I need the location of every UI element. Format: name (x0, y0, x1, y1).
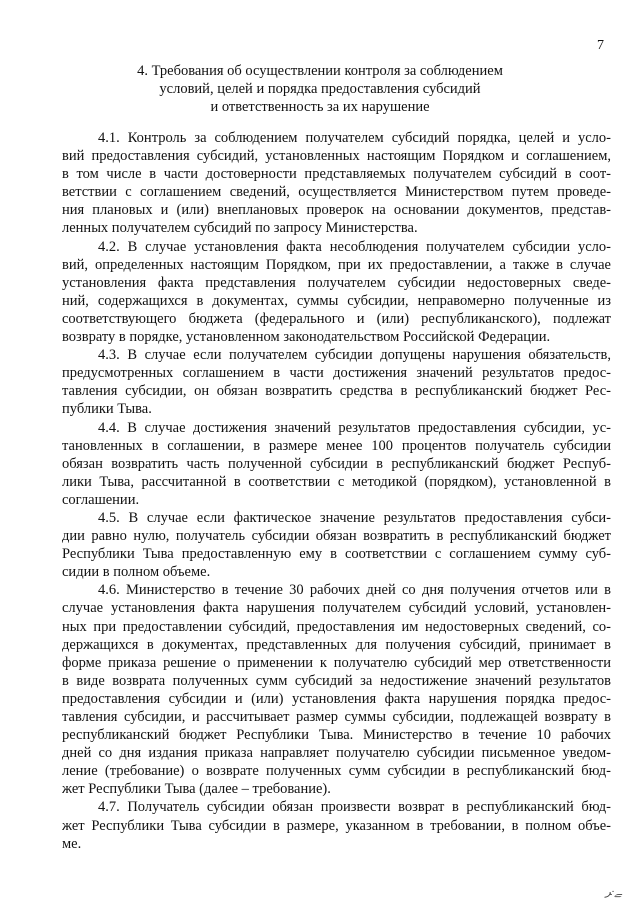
paragraph-line: вий, определенных настоящим Порядком, при их предоставлении, а также в случае (62, 256, 611, 273)
page-number: 7 (597, 38, 604, 53)
paragraph-line: вий предоставления субсидий, установленных настоящим Порядком и соглашением, (62, 148, 611, 165)
paragraph-line: 4.3. В случае если получателем субсидии допущены нарушения обязательств, (98, 347, 611, 364)
paragraph-line: лики Тыва, рассчитанной в соответствии с методикой (порядком), установленной в (62, 473, 611, 490)
paragraph-line: 4.5. В случае если фактическое значение результатов предоставления субси- (98, 509, 611, 526)
paragraph (62, 509, 611, 581)
paragraph-line: 4.6. Министерство в течение 30 рабочих дней со дня получения отчетов или в (98, 582, 611, 599)
paragraph-line: в том числе в части достоверности представляемых получателем субсидий в соот- (62, 166, 611, 183)
paragraph-line: 4.1. Контроль за соблюдением получателем субсидий порядка, целей и усло- (98, 130, 611, 146)
paragraph-line: ветствии с соглашением сведений, осуществляется Министерством путем проведе- (62, 184, 611, 201)
paragraph-line: тавления субсидии, и рассчитывает размер суммы субсидии, подлежащей возврату в (62, 709, 611, 725)
paragraph-line: ление (требование) о возврате полученных сумм субсидии в республиканский бюд- (62, 763, 611, 780)
heading-line: условий, целей и порядка предоставления субсидий (159, 81, 481, 97)
paragraph-line: жет Республики Тыва (далее – требование). (62, 781, 331, 798)
paragraph-line: предусмотренных соглашением в части достижения значений результатов предос- (62, 365, 611, 382)
section-heading (60, 62, 580, 116)
paragraph-line: Республики Тыва предоставленную ему в соответствии с соглашением сумму суб- (62, 546, 611, 563)
paragraph-line: возврату в порядке, установленном законодательством Российской Федерации. (62, 329, 551, 346)
paragraph-line: 4.4. В случае достижения значений результатов предоставления субсидии, ус- (98, 419, 611, 436)
paragraph-line: форме приказа решение о применении к получателю субсидий мер ответственности (62, 654, 611, 671)
paragraph-line: ленных получателем субсидий по запросу Министерства. (62, 220, 418, 237)
paragraph-line: соответствующего бюджета (федерального и (или) республиканского), подлежат (62, 310, 611, 327)
paragraph-line: держащихся в документах, представленных для получения субсидий, принимает в (62, 636, 611, 653)
paragraph (62, 798, 611, 852)
paragraph-line: сидии в полном объеме. (62, 564, 211, 581)
paragraph-line: соглашении. (62, 491, 140, 508)
heading-line: и ответственность за их нарушение (210, 99, 430, 115)
paragraph-line: в виде возврата полученных сумм субсидий за недостижение значений результатов (62, 672, 611, 689)
paragraph-line: 4.7. Получатель субсидии обязан произвести возврат в республиканский бюд- (98, 799, 611, 816)
paragraph-line: ных при предоставлении субсидий, предоставления им недостоверных сведений, со- (62, 618, 611, 635)
paragraph-line: тановленных в соглашении, в размере менее 100 процентов получатель субсидии (62, 437, 611, 454)
document-body (62, 129, 611, 853)
paragraph (62, 419, 611, 509)
paragraph (62, 346, 611, 418)
paragraph-line: жет Республики Тыва субсидии в размере, указанном в требовании, в полном объе- (62, 817, 611, 834)
heading-line: 4. Требования об осуществлении контроля за соблюдением (137, 63, 503, 79)
paragraph-line: тавления субсидии, он обязан возвратить средства в республиканский бюджет Рес- (62, 383, 611, 400)
paragraph-line: случае установления факта нарушения получателем субсидий условий, установлен- (62, 600, 611, 617)
paragraph-line: дии равно нулю, получатель субсидии обязан возвратить в республиканский бюджет (62, 528, 611, 545)
handwritten-mark: ﮯ·ﺮ (605, 886, 622, 898)
paragraph-line: публики Тыва. (62, 401, 152, 418)
paragraph (62, 581, 611, 798)
paragraph-line: установления факта представления получателем субсидии недостоверных сведе- (62, 274, 611, 291)
paragraph-line: республиканский бюджет Республики Тыва. Министерство в течение 10 рабочих (62, 727, 611, 744)
paragraph-line: предоставления субсидии и (или) установления факта нарушения порядка предос- (62, 690, 611, 707)
paragraph-line: ний, содержащихся в документах, суммы субсидии, неправомерно полученные из (62, 292, 611, 309)
paragraph (62, 238, 611, 347)
paragraph-line: дней со дня издания приказа направляет получателю субсидии письменное уведом- (62, 745, 611, 762)
paragraph-line: 4.2. В случае установления факта несоблюдения получателем субсидии усло- (98, 238, 611, 255)
paragraph-line: обязан возвратить часть полученной субсидии в республиканский бюджет Респуб- (62, 455, 611, 472)
paragraph (62, 129, 611, 238)
paragraph-line: ме. (62, 835, 82, 852)
paragraph-line: ния плановых и (или) внеплановых проверок на основании документов, представ- (62, 202, 611, 219)
